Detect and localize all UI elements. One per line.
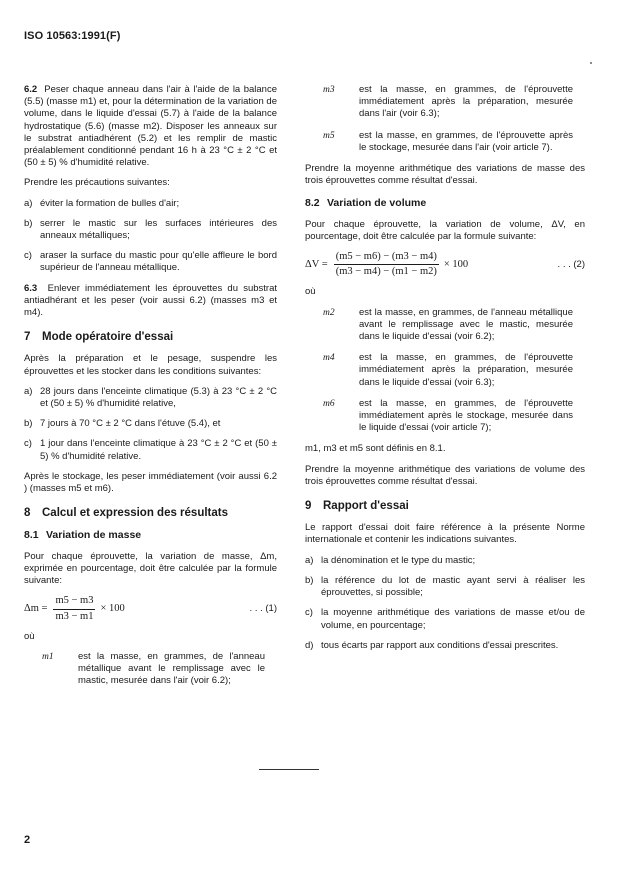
definition-item: m1 est la masse, en grammes, de l'anneau métallique avant le remplissage avec le mastic, mesurée dans l'air (voir 6.2); bbox=[42, 650, 265, 687]
list-item: d) tous écarts par rapport aux conditions d'essai prescrites. bbox=[305, 639, 559, 651]
equation-number: . . . (1) bbox=[249, 602, 277, 614]
heading-section-8-1: 8.1 Variation de masse bbox=[24, 529, 142, 542]
average-volume-note: Prendre la moyenne arithmétique des variations de volume des trois éprouvettes comme résultat d'essai. bbox=[305, 463, 585, 487]
section-8-1-intro: Pour chaque éprouvette, la variation de masse, Δm, exprimée en pourcentage, doit être calculée par la formule suivante: bbox=[24, 550, 277, 587]
end-rule bbox=[259, 769, 319, 770]
formula-lhs: Δm = bbox=[24, 602, 48, 614]
where-label: où bbox=[305, 286, 316, 298]
list-item: b) la référence du lot de mastic ayant servi à réaliser les éprouvettes, si possible; bbox=[305, 574, 585, 599]
heading-section-7: 7 Mode opératoire d'essai bbox=[24, 331, 174, 344]
heading-section-9: 9 Rapport d'essai bbox=[305, 500, 409, 513]
average-mass-note: Prendre la moyenne arithmétique des variations de masse des trois éprouvettes comme résultat d'essai. bbox=[305, 163, 585, 187]
section-9-intro: Le rapport d'essai doit faire référence à la présente Norme internationale et contenir les indications suivantes. bbox=[305, 522, 585, 546]
section-8-2-intro: Pour chaque éprouvette, la variation de volume, ΔV, en pourcentage, doit être calculée par la formule suivante: bbox=[305, 218, 585, 242]
defined-note: m1, m3 et m5 sont définis en 8.1. bbox=[305, 443, 446, 455]
definition-item: m4 est la masse, en grammes, de l'éprouvette immédiatement après la préparation, mesurée dans le liquide d'essai (voir 6.3); bbox=[323, 352, 573, 388]
section-6-3 bbox=[24, 283, 277, 320]
list-item: a) 28 jours dans l'enceinte climatique (5.3) à 23 °C ± 2 °C et (50 ± 5) % d'humidité relative, bbox=[24, 385, 277, 410]
section-number: 6.3 bbox=[24, 282, 38, 294]
definition-item: m5 est la masse, en grammes, de l'éprouvette après le stockage, mesurée dans l'air (voir article 7). bbox=[323, 129, 573, 153]
heading-section-8-2: 8.2 Variation de volume bbox=[305, 197, 427, 210]
list-item: c) la moyenne arithmétique des variations de masse et/ou de volume, en pourcentage; bbox=[305, 607, 585, 631]
paragraph-text: Enlever immédiatement les éprouvettes du substrat antiadhérant et les peser (voir aussi 6.2) (masses m3 et m4). bbox=[24, 282, 277, 319]
formula-numerator: (m5 − m6) − (m3 − m4) bbox=[334, 251, 439, 265]
right-column bbox=[305, 84, 585, 660]
section-6-2 bbox=[24, 84, 277, 169]
left-column bbox=[24, 84, 277, 697]
page-number: 2 bbox=[24, 834, 31, 846]
list-item: c) 1 jour dans l'enceinte climatique à 23 °C ± 2 °C et (50 ± 5) % d'humidité relative. bbox=[24, 438, 277, 462]
formula-tail: × 100 bbox=[443, 258, 469, 270]
formula-2 bbox=[305, 251, 585, 278]
list-item: b) serrer le mastic sur les surfaces intérieures des anneaux métalliques; bbox=[24, 217, 277, 242]
definition-item: m6 est la masse, en grammes, de l'éprouvette immédiatement après le stockage, mesurée dans le liquide d'essai (voir article 7); bbox=[323, 397, 573, 434]
formula-lhs: ΔV = bbox=[305, 258, 328, 270]
heading-section-8: 8 Calcul et expression des résultats bbox=[24, 507, 228, 520]
section-number: 6.2 bbox=[24, 84, 38, 95]
formula-denominator: (m3 − m4) − (m1 − m2) bbox=[335, 266, 437, 278]
list-item: c) araser la surface du mastic pour qu'elle affleure le bord supérieur de l'anneau métallique. bbox=[24, 250, 277, 274]
formula-denominator: m3 − m1 bbox=[55, 610, 94, 622]
page-header: ISO 10563:1991(F) bbox=[24, 30, 121, 42]
where-label: où bbox=[24, 630, 35, 642]
equation-number: . . . (2) bbox=[557, 258, 585, 270]
precautions-intro: Prendre les précautions suivantes: bbox=[24, 177, 170, 189]
formula-tail: × 100 bbox=[100, 602, 125, 614]
list-item: a) éviter la formation de bulles d'air; bbox=[24, 197, 180, 209]
section-7-intro: Après la préparation et le pesage, suspendre les éprouvettes et les stocker dans les conditions suivantes: bbox=[24, 353, 277, 377]
list-item: a) la dénomination et le type du mastic; bbox=[305, 554, 476, 566]
formula-fraction bbox=[53, 595, 95, 622]
definition-item: m3 est la masse, en grammes, de l'éprouvette immédiatement après la préparation, mesurée dans l'air (voir 6.3); bbox=[323, 84, 573, 120]
section-7-after: Après le stockage, les peser immédiatement (voir aussi 6.2 ) (masses m5 et m6). bbox=[24, 470, 277, 495]
paragraph-text: Peser chaque anneau dans l'air à l'aide de la balance (5.5) (masse m1) et, pour la détermination de la variation de volume, dans le liquide d'essai (5.7) à l'aide de la balance hydrostatique (5.6) (masse m2). Disposer les anneaux sur le substrat antiadhérent (5.2) et les remplir de mastic préalablement conditionné pendant 16 h à 23 °C ± 2 °C et (50 ± 5) % d'humidité relative. bbox=[24, 84, 278, 169]
formula-fraction bbox=[334, 251, 439, 278]
definition-item: m2 est la masse, en grammes, de l'anneau métallique avant le remplissage avec le mastic, mesurée dans le liquide d'essai (voir 6.2); bbox=[323, 306, 573, 343]
list-item: b) 7 jours à 70 °C ± 2 °C dans l'étuve (5.4), et bbox=[24, 418, 221, 430]
formula-1 bbox=[24, 595, 277, 622]
scan-speck bbox=[590, 62, 592, 64]
formula-numerator: m5 − m3 bbox=[53, 595, 95, 609]
